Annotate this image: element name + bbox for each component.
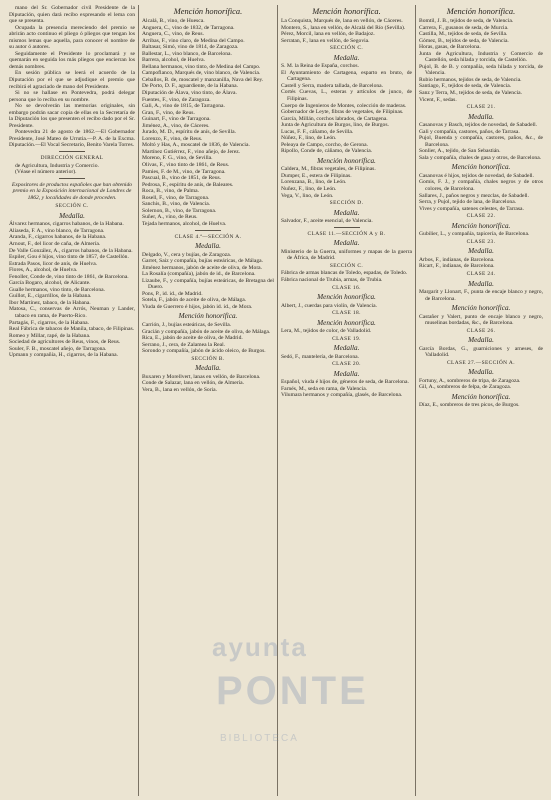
entry: Pedrosa, F., espíritu de anís, de Baleares. bbox=[142, 181, 234, 188]
entry: Tejada hermanos, alcohol, de Huelva. bbox=[142, 220, 227, 227]
section-heading: Mención honorífica. bbox=[451, 392, 511, 401]
entry: Buxaren y Morellvert, lanas en vellón, de Barcelona. bbox=[142, 373, 261, 380]
entry: Gobernador de Leyte, fibras de vegetales, de Filipinas. bbox=[281, 109, 404, 116]
entry: Sorondo y compañía, jabón de ácido oleico, de Burgos. bbox=[142, 348, 266, 355]
entry: Moltó y Has, A., moscatel de 1836, de Valencia. bbox=[142, 142, 250, 149]
entry: Díaz, E., sombreros de tres picos, de Burgos. bbox=[419, 402, 520, 409]
entry: Olivas, F., vino tinto de 1861, de Reus. bbox=[142, 162, 230, 169]
entry: García, Millán, corchos labrados, de Cartagena. bbox=[281, 115, 388, 122]
entry: Romeo y Millar, rapé, de la Habana. bbox=[9, 332, 91, 339]
entry: Castilla, M., tejidos de seda, de Sevilla. bbox=[419, 31, 508, 38]
paragraph: Ocupada la presencia mereciendo del premio se abrirán acto continuo el pliego ó pliegos que tengan los mismos lemas que aquella, para conocer el nombre de su autor ó autores. bbox=[9, 24, 135, 51]
entry: Pamies, F. de M., vino, de Tarragona. bbox=[142, 168, 226, 175]
entry: Gómez, B., tejidos de seda, de Valencia. bbox=[419, 37, 509, 44]
entry: Pujol, B. de B. y compañía, seda hilada y torcida, de Valencia. bbox=[419, 63, 543, 77]
class-heading: CLASE 18. bbox=[332, 310, 361, 317]
entry: Lucas, F. F., cáñamo, de Sevilla. bbox=[281, 128, 354, 135]
entry: Arribas, F., vino claro, de Medina del Campo. bbox=[142, 37, 245, 44]
entry: Vicent, F., sedas. bbox=[419, 96, 457, 103]
paragraph: Pontevedra 21 de agosto de 1862.—El Gobernador Presidente, José Mateo de Urrutia.—P. A. de la Excma. Diputación.—El Vocal Secretario, Benito Varela Torres. bbox=[9, 129, 135, 149]
class-heading: DIRECCIÓN GENERAL bbox=[40, 155, 104, 162]
section-heading: Mención honorífica. bbox=[451, 163, 511, 172]
entry: García Bordas, G., guarniciones y arneses, de Valladolid. bbox=[419, 345, 543, 359]
class-heading: CLASE 26. bbox=[466, 327, 496, 334]
entry: Dumper, E., estera de Filipinas. bbox=[281, 172, 352, 179]
entry: Sanchis, B., vino, de Valencia. bbox=[142, 201, 211, 208]
entry: Ripollo, Conde de, cáñamo, de Valencia. bbox=[281, 148, 373, 155]
entry: Viuda de Guerrero é hijos, jabón id. id., de Mora. bbox=[142, 303, 253, 310]
section-heading: Medalla. bbox=[333, 369, 360, 378]
entry: Suñer, A., vino, de Reus. bbox=[142, 214, 198, 221]
entry: Souler, F. B., moscatel añejo, de Tarragona. bbox=[9, 345, 107, 352]
intro-heading: Expositores de productos españoles que han obtenido premio en la Exposición internacional de Londres de 1862, y localidades de donde proceden. bbox=[11, 181, 133, 201]
section-heading: Medalla. bbox=[468, 368, 494, 377]
section-heading: Medalla. bbox=[468, 112, 494, 121]
class-heading: SECCIÓN C. bbox=[329, 45, 364, 52]
section-heading: Medalla. bbox=[333, 344, 360, 353]
section-heading: Mención honorífica. bbox=[317, 293, 376, 302]
class-heading: SECCIÓN D. bbox=[329, 200, 364, 207]
entry: Lizaube, F., y compañía, bujías esteáricas, de Bretagna del Duero. bbox=[142, 277, 274, 291]
entry: Pons, P., id. id., de Madrid. bbox=[142, 290, 203, 297]
column-2 bbox=[138, 5, 277, 796]
entry: Pérez, Morcil, lana en vellón, de Badajoz. bbox=[281, 31, 375, 38]
entry: Junta de Agricultura, Industria y Comercio de Castellón, seda hilada y torcida, de Castellón. bbox=[419, 50, 543, 64]
entry: Cortés Cuevas, L., esteras y artículos de junco, de Filipinas. bbox=[281, 89, 412, 102]
entry: Jurado, M. D., espíritu de anís, de Sevilla. bbox=[142, 129, 236, 136]
entry: Sotela, F., jabón de aceite de oliva, de Málaga. bbox=[142, 297, 247, 304]
entry: De Valle González, A., cigarros habanos, de la Habana. bbox=[9, 247, 133, 254]
entry: Matosa, C., conservas de Arrós, Neuman y Lander, tabaco en rama, de Puerto-Rico. bbox=[9, 306, 135, 320]
section-heading: Mención honorífica. bbox=[451, 221, 511, 230]
entry: Jiménez hermanos, jabón de aceite de oliva, de Mora. bbox=[142, 264, 263, 271]
section-heading: Medalla. bbox=[333, 208, 360, 217]
entry: Núñez, F., lino, de León. bbox=[281, 135, 337, 142]
entry: Upmann y compañía, H., cigarros, de la Habana. bbox=[9, 352, 119, 359]
class-heading: CLASE 27.—SECCIÓN A. bbox=[447, 359, 515, 366]
entry: Vera, B., lana en vellón, de Soria. bbox=[142, 386, 218, 393]
entry: Sociedad de agricultores de Reus, vinos, de Reus. bbox=[9, 339, 121, 346]
entry: Arbos, F., indianas, de Barcelona. bbox=[419, 256, 495, 263]
entry: Carrera, F., gusanos de seda, de Murcia. bbox=[419, 24, 509, 31]
entry: Horas, gasas, de Barcelona. bbox=[419, 44, 481, 51]
entry: Martínez Gutiérrez, F., vino añejo, de Jerez. bbox=[142, 148, 241, 155]
divider bbox=[59, 178, 85, 179]
entry: Sala y compañía, chales de gasa y otros, de Barcelona. bbox=[419, 154, 542, 161]
entry: Ballestar, L., vino blanco, de Barcelona. bbox=[142, 50, 232, 57]
entry: Serrano, J., cera, de Zalamea la Real. bbox=[142, 341, 226, 348]
entry: García Bogaro, alcohol, de Alicante. bbox=[9, 280, 91, 287]
entry: Anguera, C., vino, de Reus. bbox=[142, 31, 204, 38]
class-heading: CLASE 24. bbox=[466, 270, 496, 277]
class-heading: CLASE 22. bbox=[466, 213, 496, 220]
entry: Ministerio de la Guerra, uniformes y mapas de la guerra de África, de Madrid. bbox=[281, 248, 412, 262]
entry: Roca, B., vino, de Palma. bbox=[142, 188, 200, 195]
entry: Real Fábrica de tabacos de Manila, tabaco, de Filipinas. bbox=[9, 326, 135, 333]
paragraph: Seguidamente el Presidente lo proclamará y se quemarán en seguida los más pliegos que encierran los demás nombres. bbox=[9, 50, 135, 70]
class-heading: CLASE 19. bbox=[332, 335, 361, 342]
entry: Jiménez, A., vino, de Cáceres. bbox=[142, 122, 210, 129]
entry: Pujol, Buenda y compañía, castores, paños, &c., de Barcelona. bbox=[419, 135, 543, 148]
entry: Carrión, J., bujías esteáricas, de Sevilla. bbox=[142, 321, 232, 328]
entry: Santiago, F., tejidos de seda, de Valencia. bbox=[419, 83, 512, 90]
section-heading: Mención honorífica. bbox=[317, 156, 376, 165]
entry: Garret, Saiz y compañía, bujías esteáricas, de Málaga. bbox=[142, 258, 263, 265]
class-heading: CLASE 16. bbox=[332, 284, 361, 291]
entry: Salvador, F., aceite esencial, de Valencia. bbox=[281, 218, 373, 225]
entry: Vega, V., lino, de León. bbox=[281, 192, 334, 199]
entry: Guinart, F., vino de Tarragona. bbox=[142, 116, 211, 123]
entry: Cuerpo de Ingenieros de Montes, colección de maderas. bbox=[281, 102, 407, 109]
entry: Lorenzana, B., lino, de León. bbox=[281, 179, 347, 186]
class-heading: CLASE 23. bbox=[466, 238, 496, 245]
section-heading: Mención honorífica. bbox=[317, 318, 376, 327]
entry: Montero, S., lana en vellón, de Alcalá del Río (Sevilla). bbox=[281, 24, 406, 31]
entry: Gualle hermanos, vino tinto, de Barcelona. bbox=[9, 286, 105, 293]
section-heading: Medalla. bbox=[195, 242, 221, 251]
class-heading: CLASE 4.ª—SECCIÓN A. bbox=[174, 233, 242, 240]
entry: Flores, A., alcohol, de Huelva. bbox=[9, 267, 78, 274]
paragraph: (Véase el número anterior). bbox=[15, 169, 77, 176]
entry: Sanz y Terra, M., tejidos de seda, de Valencia. bbox=[419, 90, 523, 97]
section-heading: Medalla. bbox=[333, 53, 360, 62]
entry: Gali y compañía, castores, paños, de Tarrasa. bbox=[419, 128, 520, 135]
paragraph: de Agricultura, Industria y Comercio. bbox=[15, 162, 99, 169]
paragraph: mano del Sr. Gobernador civil Presidente de la Diputación, quien dará recibo expresando el lema con que se presenta. bbox=[9, 5, 135, 25]
entry: Guillot, E., cigarrillos, de la Habana. bbox=[9, 293, 92, 300]
entry: El Ayuntamiento de Cartagena, esparto en bruto, de Cartagena. bbox=[281, 69, 412, 83]
entry: Estrada Pasos, licor de anís, de Huelva. bbox=[9, 260, 98, 267]
entry: Diputación de Álava, vino tinto, de Álava. bbox=[142, 90, 237, 97]
entry: Aranda, F., cigarros habanos, de la Habana. bbox=[9, 234, 107, 241]
entry: Bomtil, J. B., tejidos de seda, de Valencia. bbox=[419, 18, 514, 24]
entry: Fuentes, F., vino, de Zaragoza. bbox=[142, 96, 211, 103]
class-heading: CLASE 21. bbox=[466, 104, 496, 111]
section-heading: Medalla. bbox=[195, 364, 221, 373]
entry: Gil, A., sombreros de felpa, de Zaragoza. bbox=[419, 384, 512, 391]
paragraph: No se devolverán las memorias originales, sin embargo podrán sacar copia de ellas en la Secretaría de la Diputación los que presenten el recibo dado por el Sr. Presidente. bbox=[9, 103, 135, 129]
entry: Moreno, F. G., vino, de Sevilla. bbox=[142, 155, 213, 162]
divider bbox=[334, 227, 360, 228]
class-heading: SECCIÓN C. bbox=[55, 203, 89, 210]
entry: Solernon, B., vino, de Tarragona. bbox=[142, 207, 217, 214]
section-heading: Mención honorífica. bbox=[451, 304, 511, 313]
entry: Español, viuda é hijos de, géneros de seda, de Barcelona. bbox=[281, 379, 409, 386]
entry: Caldera, M., fibras vegetales, de Filipinas. bbox=[281, 166, 376, 173]
entry: Ibor Martínez, tabaco, de la Habana. bbox=[9, 299, 91, 306]
entry: Delgado, V., cera y bujías, de Zaragoza. bbox=[142, 251, 232, 258]
section-heading: Mención honorífica. bbox=[173, 7, 243, 16]
entry: Gracián y compañía, jabón de aceite de oliva, de Málaga. bbox=[142, 328, 271, 335]
entry: Serra, y Pujol, tejido de lana, de Barcelona. bbox=[419, 199, 517, 206]
entry: Castañer y Valert, punto de encaje blanco y negro, muselinas bordadas, &c., de Barcelona. bbox=[419, 313, 543, 327]
class-heading: SECCIÓN C. bbox=[329, 262, 364, 269]
entry: Gali, A., vino de 1815, de Tarragona. bbox=[142, 103, 225, 110]
class-heading: CLASE 20. bbox=[332, 361, 361, 368]
entry: Rica, E., jabón de aceite de oliva, de Madrid. bbox=[142, 335, 243, 342]
entry: Baltasar, Simó, vino de 1814, de Zaragoza. bbox=[142, 44, 239, 51]
entry: Gomis, F. J., y compañía, chales negros y de otros colores, de Barcelona. bbox=[419, 179, 543, 193]
column-3 bbox=[277, 5, 415, 796]
section-heading: Medalla. bbox=[333, 239, 360, 248]
entry: Peleaya de Campo, corcho, de Gerona. bbox=[281, 141, 368, 148]
entry: Espiler, Gou é hijos, vino tinto de 1857, de Castellón. bbox=[9, 254, 129, 261]
section-heading: Medalla. bbox=[468, 247, 494, 256]
entry: Castell y Serra, madera tallada, de Barcelona. bbox=[281, 82, 384, 89]
entry: S. M. la Reina de España, corchos. bbox=[281, 63, 359, 70]
section-heading: Medalla. bbox=[59, 211, 85, 220]
entry: Casanovas y Basch, tejidos de novedad, de Sabadell. bbox=[419, 122, 538, 129]
entry: Pascual, B., vino de 1851, de Reus. bbox=[142, 175, 222, 182]
entry: Casanovas é hijos, tejidos de novedad, de Sabadell. bbox=[419, 172, 534, 179]
section-heading: Mención honorífica. bbox=[312, 7, 381, 16]
section-heading: Mención honorífica. bbox=[446, 7, 516, 16]
entry: Anguera, C., vino de 1832, de Tarragona. bbox=[142, 24, 235, 31]
entry: Partagás, F., cigarros, de la Habana. bbox=[9, 319, 90, 326]
divider bbox=[59, 151, 85, 152]
entry: Conde de Salazar, lana en vellón, de Almería. bbox=[142, 380, 244, 387]
entry: Farnés, M., seda en rama, de Valencia. bbox=[281, 385, 368, 392]
entry: Fábrica nacional de Trubia, armas, de Trubia. bbox=[281, 276, 383, 283]
entry: Vilumara hermanos y compañía, glasés, de Barcelona. bbox=[281, 392, 403, 399]
entry: Aliaseda, F. A., vino blanco, de Tarragona. bbox=[9, 227, 105, 234]
entry: Lera, M., tejidos de color, de Valladolid. bbox=[281, 328, 372, 335]
column-1 bbox=[6, 5, 138, 796]
entry: Rosell, F., vino, de Tarragona. bbox=[142, 194, 210, 201]
entry: Fábrica de armas blancas de Toledo, espadas, de Toledo. bbox=[281, 270, 408, 277]
class-heading: CLASE 11.—SECCIÓN A y B. bbox=[307, 230, 386, 237]
entry: Alcalá, B., vino, de Huesca. bbox=[142, 18, 205, 24]
entry: Gran, F., vino, de Reus. bbox=[142, 109, 195, 116]
section-heading: Medalla. bbox=[468, 279, 494, 288]
entry: Arnout, F., del licor de caña, de Almería. bbox=[9, 241, 101, 247]
entry: Vives y compañía, satenes celestes, de Tarrasa. bbox=[419, 205, 524, 212]
entry: Ricart, F., indianas, de Barcelona. bbox=[419, 263, 495, 270]
entry: Albert, J., cuerdas para violín, de Valencia. bbox=[281, 302, 378, 309]
entry: La Conquista, Marqués de, lana en vellón, de Cáceres. bbox=[281, 18, 403, 24]
entry: La Rosalía (compañía), jabón de id., de Barcelona. bbox=[142, 271, 256, 278]
entry: Junta de Agricultura de Burgos, lino, de Burgos. bbox=[281, 122, 389, 129]
entry: Nuñez, F., lino, de León. bbox=[281, 186, 337, 193]
entry: Campoflanco, Marqués de, vino blanco, de Valencia. bbox=[142, 70, 261, 77]
paragraph: En sesión pública se leerá el acuerdo de la Diputación por el que se adjudique el premio que recibirá el agraciado de mano del Presidente. bbox=[9, 70, 135, 90]
entry: Gubilier, L., y compañía, tapicería, de Barcelona. bbox=[419, 231, 530, 238]
divider bbox=[195, 230, 221, 231]
entry: Rubio hermanos, tejidos de seda, de Valencia. bbox=[419, 76, 522, 83]
paragraph: Si no se hallase en Pontevedra, podrá delegar persona que lo reciba en su nombre. bbox=[9, 90, 135, 103]
entry: De Porto, D. F., aguardiente, de la Habana. bbox=[142, 83, 239, 90]
entry: Bellana hermanos, vino tinto, de Medina del Campo. bbox=[142, 63, 261, 70]
entry: Margarit y Llonart, F., punta de encaje blanco y negro, de Barcelona. bbox=[419, 289, 543, 302]
column-4 bbox=[415, 5, 546, 796]
entry: Barrera, alcohol, de Huelva. bbox=[142, 57, 206, 64]
entry: Sallares, J., paños negros y mezclas, de Sabadell. bbox=[419, 192, 529, 199]
watermark-line-3: BIBLIOTECA bbox=[220, 733, 299, 744]
watermark-line-2: PONTE bbox=[216, 669, 369, 713]
entry: Ceballos, B. de, moscatel y manzanilla, Nava del Rey. bbox=[142, 76, 264, 83]
entry: Fortuny, A., sombreros de tripa, de Zaragoza. bbox=[419, 377, 521, 384]
entry: Lorenzo, F., vino, de Reus. bbox=[142, 135, 203, 142]
entry: Sonlier, A., tejido, de San Sebastián. bbox=[419, 148, 501, 155]
class-heading: SECCIÓN B. bbox=[191, 355, 225, 362]
section-heading: Mención honorífica. bbox=[178, 312, 238, 321]
entry: Fenoller, Conde de, vino tinto de 1861, de Barcelona. bbox=[9, 273, 129, 280]
section-heading: Medalla. bbox=[468, 336, 494, 345]
entry: Sedó, F., mantelería, de Barcelona. bbox=[281, 353, 359, 360]
watermark-line-1: ayunta bbox=[212, 632, 308, 662]
entry: Serratan, F., lana en vellón, de Segovia. bbox=[281, 37, 370, 44]
entry: Álvarez hermanos, cigarros habanos, de la Habana. bbox=[9, 221, 124, 228]
